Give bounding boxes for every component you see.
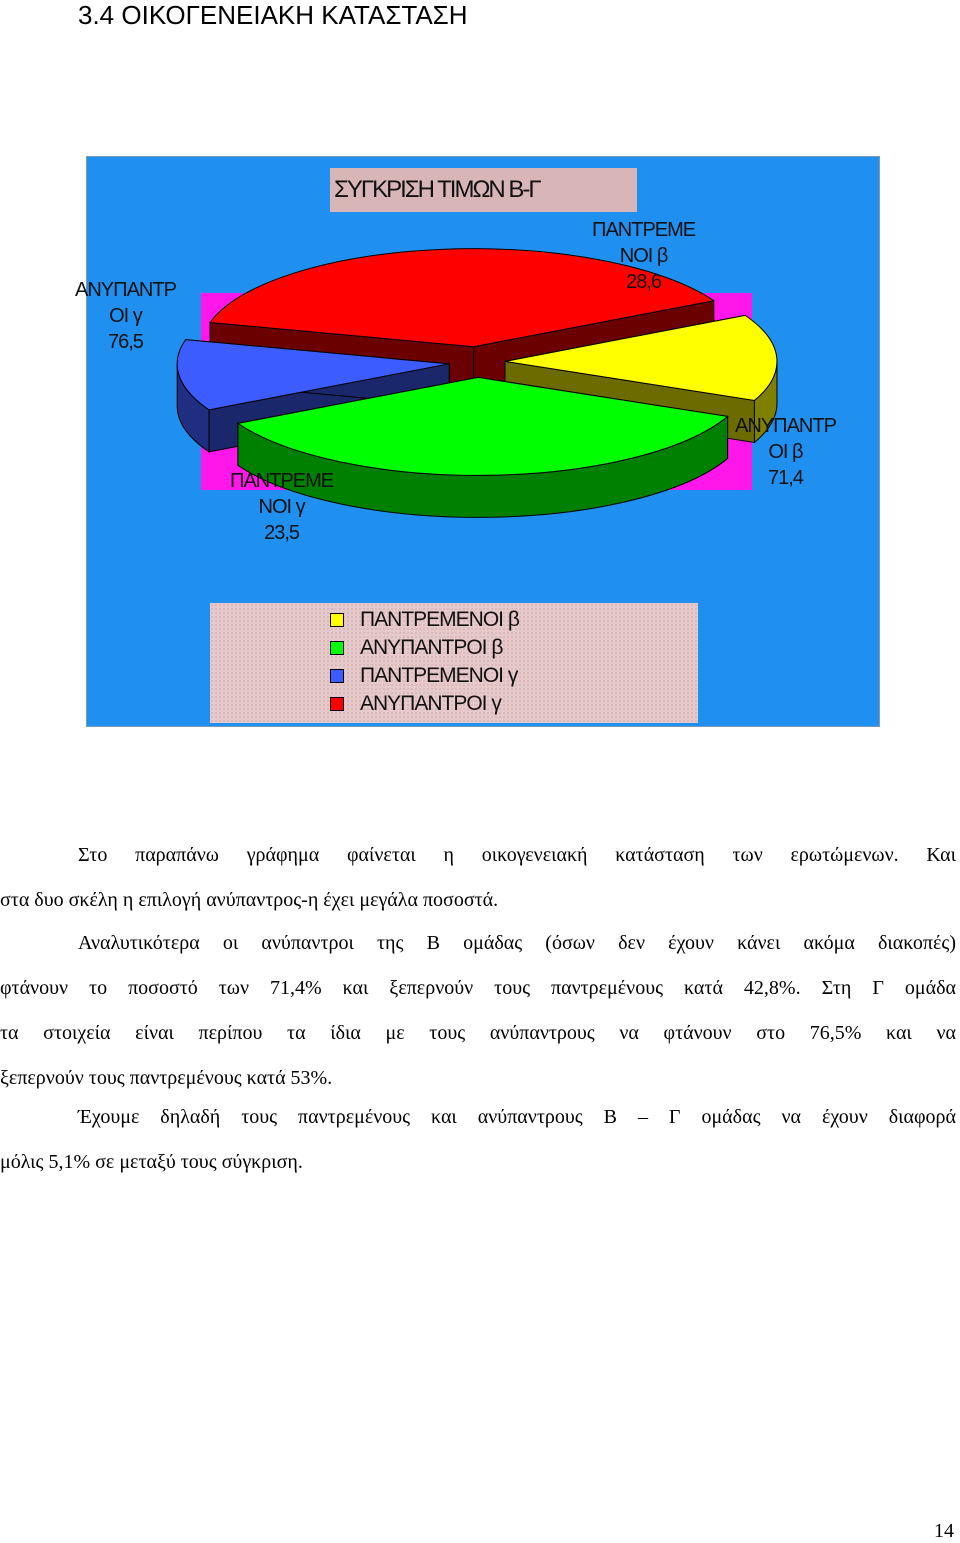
legend-swatch-green <box>330 641 344 655</box>
data-label-married-g: ΠΑΝΤΡΕΜΕ ΝΟΙ γ 23,5 <box>230 470 334 544</box>
legend-swatch-yellow <box>330 613 344 627</box>
chart-title-box <box>330 168 637 212</box>
text-line: ξεπερνούν τους παντρεμένους κατά 53%. <box>0 1067 333 1089</box>
legend-item-married-g <box>330 662 517 690</box>
data-label-single-g: ΑΝΥΠΑΝΤΡ ΟΙ γ 76,5 <box>75 279 176 353</box>
chart-title: ΣΥΓΚΡΙΣΗ ΤΙΜΩΝ Β-Γ <box>334 176 540 203</box>
legend-swatch-blue <box>330 669 344 683</box>
legend-label: ΠΑΝΤΡΕΜΕΝΟΙ γ <box>360 664 518 687</box>
text-line: Αναλυτικότερα οι ανύπαντροι της Β ομάδας (όσων δεν έχουν κάνει ακόμα διακοπές) <box>78 932 956 954</box>
page-number: 14 <box>934 1520 954 1542</box>
legend-label: ΑΝΥΠΑΝΤΡΟΙ β <box>360 636 503 659</box>
pie-chart <box>75 156 880 727</box>
legend-item-married-b <box>330 606 519 634</box>
legend-item-single-b <box>330 634 502 662</box>
legend-label: ΑΝΥΠΑΝΤΡΟΙ γ <box>360 692 501 715</box>
section-heading: 3.4 ΟΙΚΟΓΕΝΕΙΑΚΗ ΚΑΤΑΣΤΑΣΗ <box>78 0 468 30</box>
data-label-married-b: ΠΑΝΤΡΕΜΕ ΝΟΙ β 28,6 <box>592 219 696 293</box>
text-line: Έχουμε δηλαδή τους παντρεμένους και ανύπαντρους Β – Γ ομάδας να έχουν διαφορά <box>78 1106 956 1128</box>
text-line: φτάνουν το ποσοστό των 71,4% και ξεπερνούν τους παντρεμένους κατά 42,8%. Στη Γ ομάδα <box>0 977 956 999</box>
text-line: στα δυο σκέλη η επιλογή ανύπαντρος-η έχει μεγάλα ποσοστά. <box>0 889 499 911</box>
chart-legend <box>210 603 698 723</box>
legend-swatch-red <box>330 697 344 711</box>
text-line: Στο παραπάνω γράφημα φαίνεται η οικογενειακή κατάσταση των ερωτώμενων. Και <box>78 844 956 866</box>
legend-item-single-g <box>330 690 501 718</box>
legend-label: ΠΑΝΤΡΕΜΕΝΟΙ β <box>360 608 519 631</box>
data-label-single-b: ΑΝΥΠΑΝΤΡ ΟΙ β 71,4 <box>735 415 836 489</box>
text-line: μόλις 5,1% σε μεταξύ τους σύγκριση. <box>0 1151 303 1173</box>
text-line: τα στοιχεία είναι περίπου τα ίδια με τους ανύπαντρους να φτάνουν στο 76,5% και να <box>0 1022 956 1044</box>
